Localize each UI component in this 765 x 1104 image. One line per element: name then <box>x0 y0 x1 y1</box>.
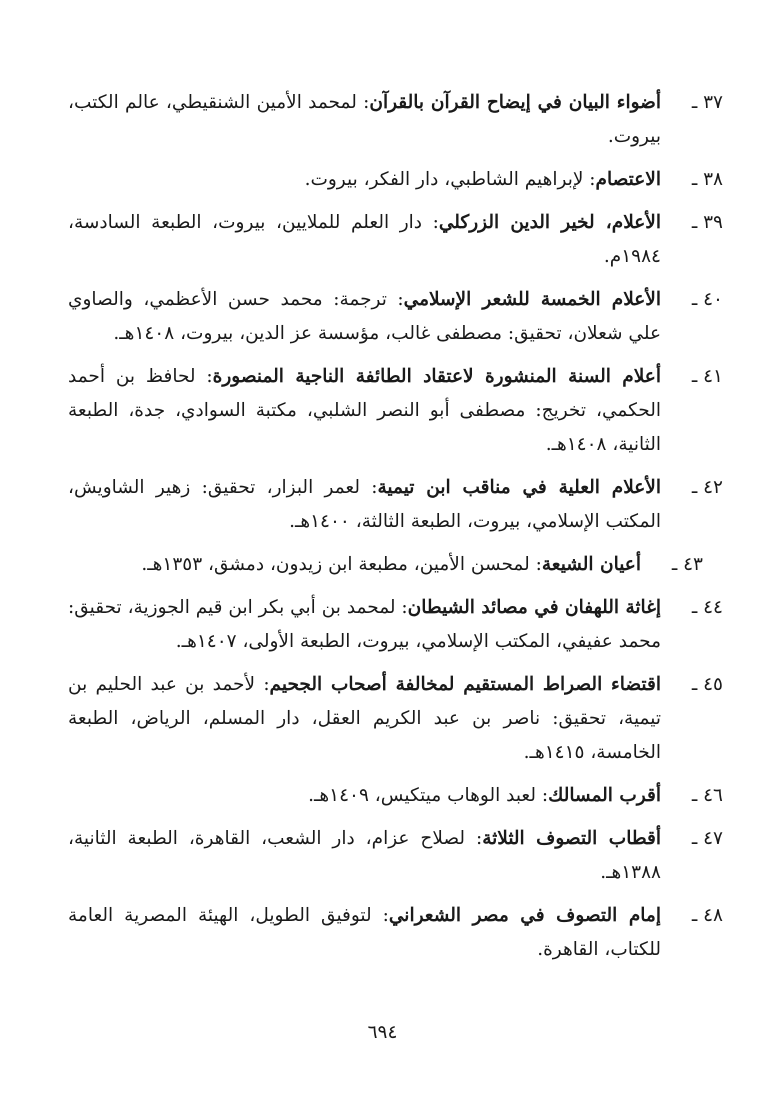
entry-details: : ترجمة: محمد حسن الأعظمي، والصاوي علي شعلان، تحقيق: مصطفى غالب، مؤسسة عز الدين، بيروت، ١٤٠٨هـ. <box>68 289 661 344</box>
bibliography-entry <box>68 86 723 154</box>
entry-title: أعلام السنة المنشورة لاعتقاد الطائفة الناجية المنصورة <box>212 366 661 387</box>
entry-number: ٤٥ ـ <box>691 674 723 695</box>
entry-number: ٤١ ـ <box>691 366 723 387</box>
entry-details: : لمحمد بن أبي بكر ابن قيم الجوزية، تحقيق: محمد عفيفي، المكتب الإسلامي، بيروت، الطبعة الأولى، ١٤٠٧هـ. <box>68 597 661 652</box>
entry-title: إمام التصوف في مصر الشعراني <box>388 905 661 926</box>
entry-number: ٤٠ ـ <box>691 289 723 310</box>
bibliography-entry <box>68 779 723 813</box>
entry-details: : لإبراهيم الشاطبي، دار الفكر، بيروت. <box>304 169 596 190</box>
entry-title: الأعلام، لخير الدين الزركلي <box>438 212 661 233</box>
entry-number: ٤٦ ـ <box>691 785 723 806</box>
bibliography-entry <box>68 283 723 351</box>
bibliography-entry <box>68 548 723 582</box>
entry-title: إغاثة اللهفان في مصائد الشيطان <box>407 597 662 618</box>
entry-title: أقرب المسالك <box>548 785 661 806</box>
bibliography-list <box>68 86 723 976</box>
entry-number: ٣٨ ـ <box>691 169 723 190</box>
entry-number: ٤٨ ـ <box>691 905 723 926</box>
entry-title: الأعلام الخمسة للشعر الإسلامي <box>403 289 661 310</box>
entry-title: أقطاب التصوف الثلاثة <box>482 828 661 849</box>
page-number: ٦٩٤ <box>367 1022 398 1043</box>
entry-details: : دار العلم للملايين، بيروت، الطبعة السادسة، ١٩٨٤م. <box>68 212 661 267</box>
bibliography-entry <box>68 360 723 462</box>
entry-details: : لمحسن الأمين، مطبعة ابن زيدون، دمشق، ١٣٥٣هـ. <box>141 554 542 575</box>
entry-details: : لحافظ بن أحمد الحكمي، تخريج: مصطفى أبو النصر الشلبي، مكتبة السوادي، جدة، الطبعة الثانية، ١٤٠٨هـ. <box>68 366 661 455</box>
entry-number: ٣٧ ـ <box>691 92 723 113</box>
bibliography-entry <box>68 822 723 890</box>
entry-title: الأعلام العلية في مناقب ابن تيمية <box>377 477 661 498</box>
entry-details: : لتوفيق الطويل، الهيئة المصرية العامة للكتاب، القاهرة. <box>68 905 661 960</box>
entry-number: ٣٩ ـ <box>691 212 723 233</box>
entry-details: : لصلاح عزام، دار الشعب، القاهرة، الطبعة الثانية، ١٣٨٨هـ. <box>68 828 661 883</box>
entry-details: : لعبد الوهاب ميتكيس، ١٤٠٩هـ. <box>308 785 549 806</box>
bibliography-entry <box>68 206 723 274</box>
bibliography-entry <box>68 668 723 770</box>
entry-details: : لأحمد بن عبد الحليم بن تيمية، تحقيق: ناصر بن عبد الكريم العقل، دار المسلم، الرياض، الطبعة الخامسة، ١٤١٥هـ. <box>68 674 661 763</box>
entry-title: الاعتصام <box>595 169 661 190</box>
entry-title: أعيان الشيعة <box>541 554 641 575</box>
bibliography-entry <box>68 471 723 539</box>
entry-number: ٤٤ ـ <box>691 597 723 618</box>
entry-number: ٤٧ ـ <box>691 828 723 849</box>
bibliography-entry <box>68 899 723 967</box>
entry-title: أضواء البيان في إيضاح القرآن بالقرآن <box>369 92 661 113</box>
entry-title: اقتضاء الصراط المستقيم لمخالفة أصحاب الجحيم <box>269 674 661 695</box>
entry-number: ٤٣ ـ <box>671 554 703 575</box>
entry-details: : لعمر البزار، تحقيق: زهير الشاويش، المكتب الإسلامي، بيروت، الطبعة الثالثة، ١٤٠٠هـ. <box>68 477 661 532</box>
bibliography-entry <box>68 163 723 197</box>
entry-number: ٤٢ ـ <box>691 477 723 498</box>
bibliography-entry <box>68 591 723 659</box>
entry-details: : لمحمد الأمين الشنقيطي، عالم الكتب، بيروت. <box>68 92 661 147</box>
